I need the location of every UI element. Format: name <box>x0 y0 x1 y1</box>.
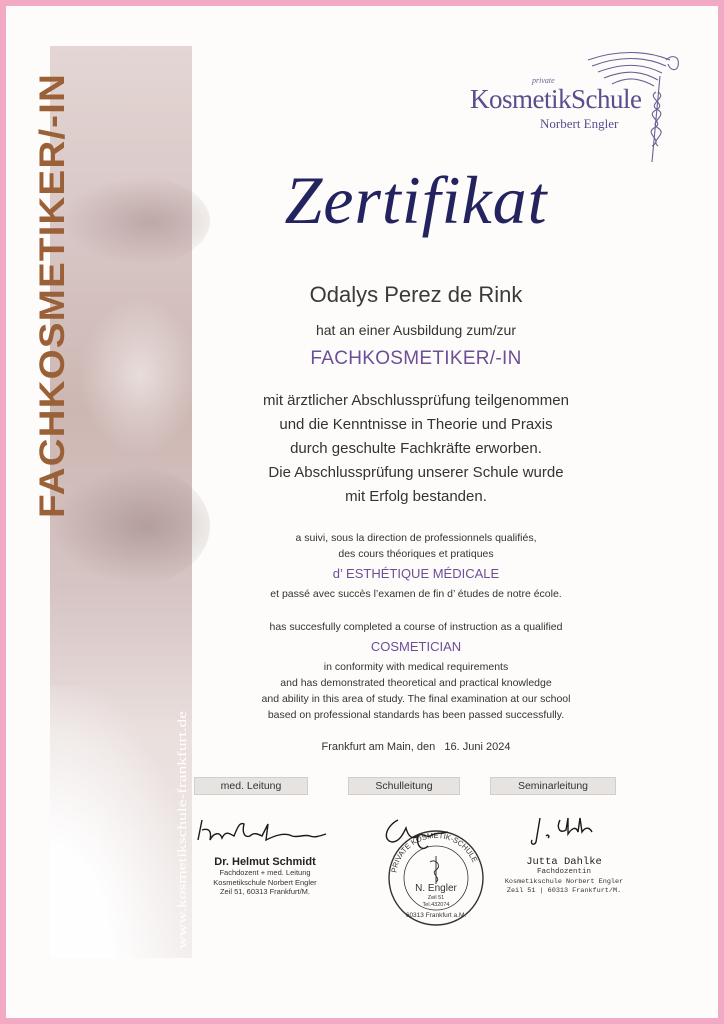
logo-subtitle: Norbert Engler <box>540 116 619 131</box>
german-line: Die Abschlussprüfung unserer Schule wurde <box>268 464 564 481</box>
vertical-title <box>20 66 76 521</box>
french-line: et passé avec succès l’examen de fin d’ études de notre école. <box>270 588 562 600</box>
vertical-website <box>168 706 196 951</box>
english-line: and ability in this area of study. The final examination at our school <box>261 693 571 705</box>
signatory-left-name: Dr. Helmut Schmidt <box>214 856 316 868</box>
german-line: und die Kenntnisse in Theorie und Praxis <box>279 416 553 433</box>
role-label-center: Schulleitung <box>348 777 460 795</box>
english-highlight: COSMETICIAN <box>370 639 462 654</box>
stamp-tel: Tel.432074 <box>422 902 450 908</box>
date-line: Frankfurt am Main, den 16. Juni 2024 <box>321 741 511 753</box>
german-text <box>216 389 616 509</box>
signatory-right-address: Zeil 51 | 60313 Frankfurt/M. <box>506 887 622 895</box>
role-label-left: med. Leitung <box>194 777 308 795</box>
signatory-left <box>190 856 340 897</box>
french-line: a suivi, sous la direction de professionnels qualifiés, <box>295 532 537 544</box>
french-line: des cours théoriques et pratiques <box>338 548 494 560</box>
german-line: durch geschulte Fachkräfte erworben. <box>290 440 542 457</box>
school-logo <box>466 46 686 166</box>
signatory-right <box>494 856 634 897</box>
vertical-title-text: FACHKOSMETIKER/-IN <box>33 115 72 518</box>
course-name: FACHKOSMETIKER/-IN <box>310 348 522 369</box>
signatory-right-title: Fachdozentin <box>536 868 591 876</box>
stamp-street: Zeil 51 <box>427 895 445 901</box>
certificate-page <box>6 6 718 1018</box>
certificate-title: Zertifikat <box>284 162 548 238</box>
logo-name: KosmetikSchule <box>470 84 642 114</box>
stamp-name: N. Engler <box>415 883 457 894</box>
intro-line: hat an einer Ausbildung zum/zur <box>315 322 516 338</box>
signatory-left-org: Kosmetikschule Norbert Engler <box>213 877 317 887</box>
eye-image-top <box>60 176 210 266</box>
english-text <box>216 619 616 723</box>
english-line: based on professional standards has been passed successfully. <box>267 709 565 721</box>
signatory-left-address: Zeil 51, 60313 Frankfurt/M. <box>219 887 311 896</box>
english-line: has succesfully completed a course of instruction as a qualified <box>269 621 563 633</box>
signature-right <box>526 812 606 848</box>
logo-small-text: private <box>532 76 555 85</box>
role-label-right: Seminarleitung <box>490 777 616 795</box>
french-highlight: d’ ESTHÉTIQUE MÉDICALE <box>332 566 500 581</box>
english-line: and has demonstrated theoretical and practical knowledge <box>280 677 552 689</box>
french-text <box>216 530 616 602</box>
german-line: mit ärztlicher Abschlussprüfung teilgenommen <box>263 392 569 409</box>
signature-left <box>194 814 334 850</box>
german-line: mit Erfolg bestanden. <box>345 488 487 505</box>
signatory-left-title: Fachdozent + med. Leitung <box>219 868 311 877</box>
stamp-ring-text: PRIVATE KOSMETIK-SCHULE <box>389 830 480 874</box>
english-line: in conformity with medical requirements <box>323 661 509 673</box>
website-text: www.kosmetikschule-frankfurt.de <box>174 771 189 949</box>
signatory-right-name: Jutta Dahlke <box>526 856 602 868</box>
recipient-name: Odalys Perez de Rink <box>309 282 523 307</box>
signature-center <box>378 810 458 860</box>
signatory-right-org: Kosmetikschule Norbert Engler <box>504 877 624 886</box>
stamp-city: 60313 Frankfurt a.M. <box>405 912 467 919</box>
face-highlight <box>80 296 200 456</box>
